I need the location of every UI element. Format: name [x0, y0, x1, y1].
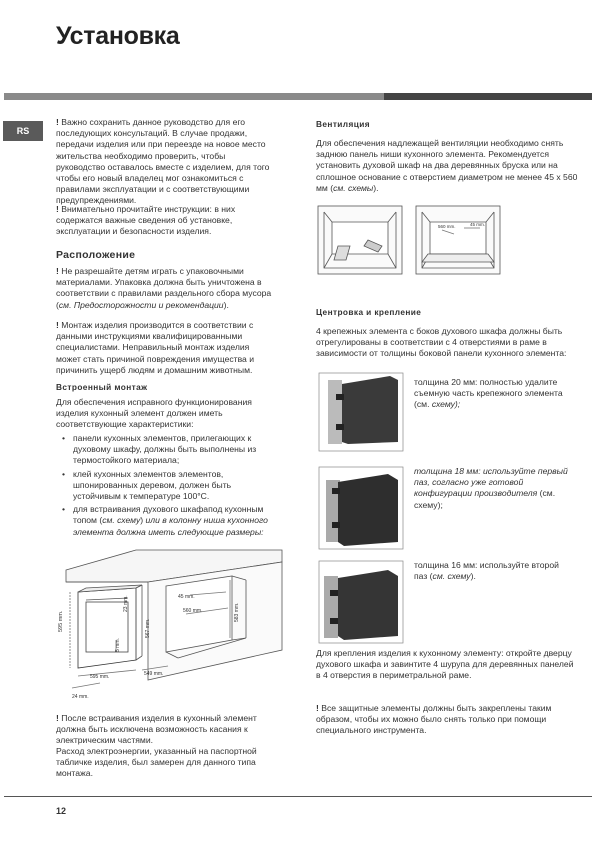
bracket-18mm-image: [318, 466, 404, 550]
bracket-20mm-image: [318, 372, 404, 452]
safety-paragraph: [316, 703, 580, 737]
packaging-text: Не разрешайте детям играть с упаковочными материалами. Упаковка должна быть уничтожена в соответствии с правилами раздельного сбора мусора (: [56, 266, 272, 310]
dim-label: 549 mm.: [144, 671, 164, 677]
thickness-18-ref: (см. схему);: [414, 488, 556, 510]
bracket-16mm-image: [318, 560, 404, 644]
dim-label: 23 mm.: [123, 595, 129, 612]
dim-label: 560 mm.: [183, 608, 203, 614]
ventilation-text: Для обеспечения надлежащей вентиляции необходимо снять заднюю панель ниши кухонного элемента. Рекомендуется установить духовой шкаф на два деревянных бруска или на сплошное основание с отверстием диаметром не менее 45 x 560 мм (: [316, 138, 578, 193]
list-item: [73, 504, 274, 538]
thickness-20-ref: схему);: [431, 399, 461, 410]
builtin-paragraph: Для обеспечения исправного функционирования изделия кухонный элемент должен иметь соответствующие характеристики:: [56, 397, 252, 430]
ventilation-paragraph: [316, 138, 580, 194]
list-item-ref: см. схему: [102, 515, 141, 526]
list-item: [73, 433, 274, 467]
page-title: Установка: [56, 22, 180, 50]
footer-divider: [4, 796, 592, 797]
packaging-paragraph: [56, 266, 278, 311]
dim-label: 24 mm.: [72, 694, 89, 700]
list-item-text: для встраивания духового шкафапод кухонным топом (: [73, 504, 264, 526]
dim-label: 45 mm.: [178, 594, 195, 600]
dim-label: 45 mm.: [470, 222, 486, 227]
warning-mark: !: [56, 713, 59, 723]
section-heading-centering: Центровка и крепление: [316, 307, 422, 317]
dim-label: 567 mm.: [145, 618, 151, 638]
ventilation-end: ).: [373, 182, 379, 193]
centering-paragraph: 4 крепежных элемента с боков духового шкафа должны быть отрегулированы в соответствии с 4 отверстиями в раме в зависимости от толщины боковой панели кухонного элемента:: [316, 326, 567, 359]
list-item-italic: или в колонну ниша кухонного элемента должна иметь следующие размеры:: [73, 515, 268, 537]
intro-paragraph: [56, 117, 272, 207]
packaging-end: ).: [223, 299, 229, 310]
language-tab: RS: [3, 121, 43, 141]
list-item: [73, 469, 274, 503]
dim-label: 560 mm.: [438, 224, 456, 229]
intro-text: Важно сохранить данное руководство для его последующих консультаций. В случае продажи, передачи изделия или при переезде на новое место жительства необходимо проверить, чтобы руководство оставалось вместе с изделием, для того чтобы его новый владелец мог ознакомиться с правилами эксплуатации и с соответствующими предупреждениями.: [56, 117, 270, 206]
ventilation-diagram-base: [414, 204, 502, 276]
safety-text: Все защитные элементы должны быть закреплены таким образом, чтобы их можно было снять только при помощи специального инструмента.: [316, 703, 552, 736]
thickness-20-text: [414, 377, 564, 411]
section-heading-ventilation: Вентиляция: [316, 119, 370, 129]
list-item-text: панели кухонных элементов, прилегающих к духовому шкафу, должны быть выполнены из термостойкого материала;: [73, 433, 257, 466]
requirements-list: [56, 433, 274, 540]
consumption-paragraph: Расход электроэнергии, указанный на паспортной табличке изделия, был замерен для данного типа монтажа.: [56, 746, 257, 779]
thickness-16-text: [414, 560, 574, 582]
warning-mark: !: [56, 117, 59, 127]
packaging-ref: см. Предосторожности и рекомендации: [58, 299, 224, 310]
list-item-text: клей кухонных элементов элементов, шпонированных деревом, должен быть устойчивым к температуре 100°C.: [73, 468, 232, 502]
list-item-text: ): [140, 515, 146, 526]
instructions-paragraph: [56, 204, 272, 238]
ventilation-diagram-bars: [316, 204, 404, 276]
dim-label: 595 mm.: [58, 610, 64, 632]
dim-label: 583 mm.: [234, 602, 240, 622]
warning-mark: !: [56, 204, 59, 214]
thickness-20-main: толщина 20 мм: полностью удалите съемную часть крепежного элемента (см.: [414, 377, 563, 410]
thickness-18-text: [414, 466, 579, 511]
section-heading-builtin: Встроенный монтаж: [56, 382, 148, 392]
thickness-16-ref: см. схему: [432, 571, 471, 582]
cabinet-dimensions-diagram: [56, 540, 284, 706]
instructions-text: Внимательно прочитайте инструкции: в них содержатся важные сведения об установке, эксплуатации и безопасности изделия.: [56, 204, 236, 237]
page-number: 12: [56, 806, 67, 816]
installation-paragraph: [56, 320, 272, 376]
section-heading-location: Расположение: [56, 249, 136, 261]
warning-mark: !: [56, 266, 59, 276]
warning-mark: !: [316, 703, 319, 713]
ventilation-ref: см. схемы: [333, 182, 374, 193]
electrical-paragraph: [56, 713, 274, 747]
electrical-text: После встраивания изделия в кухонный элемент должна быть исключена возможность касания к электрическим частями.: [56, 713, 257, 746]
thickness-16-end: ).: [470, 571, 476, 582]
thickness-16-main: толщина 16 мм: используйте второй паз (: [414, 560, 559, 582]
dim-label: 5 mm.: [115, 638, 121, 652]
fixing-paragraph: Для крепления изделия к кухонному элементу: откройте дверцу духового шкафа и завинтите 4 шурупа для деревянных панелей в 4 отверстия в периметральной раме.: [316, 648, 574, 681]
thickness-18-main: толщина 18 мм: используйте первый паз, согласно уже готовой конфигурации производителя: [414, 466, 568, 499]
dim-label: 595 mm.: [90, 674, 110, 680]
header-bar: [4, 93, 592, 100]
installation-text: Монтаж изделия производится в соответствии с данными инструкциями квалифицированными специалистами. Неправильный монтаж изделия может стать причиной повреждения имущества и причинить ущерб людям и домашним животным.: [56, 320, 255, 375]
warning-mark: !: [56, 320, 59, 330]
